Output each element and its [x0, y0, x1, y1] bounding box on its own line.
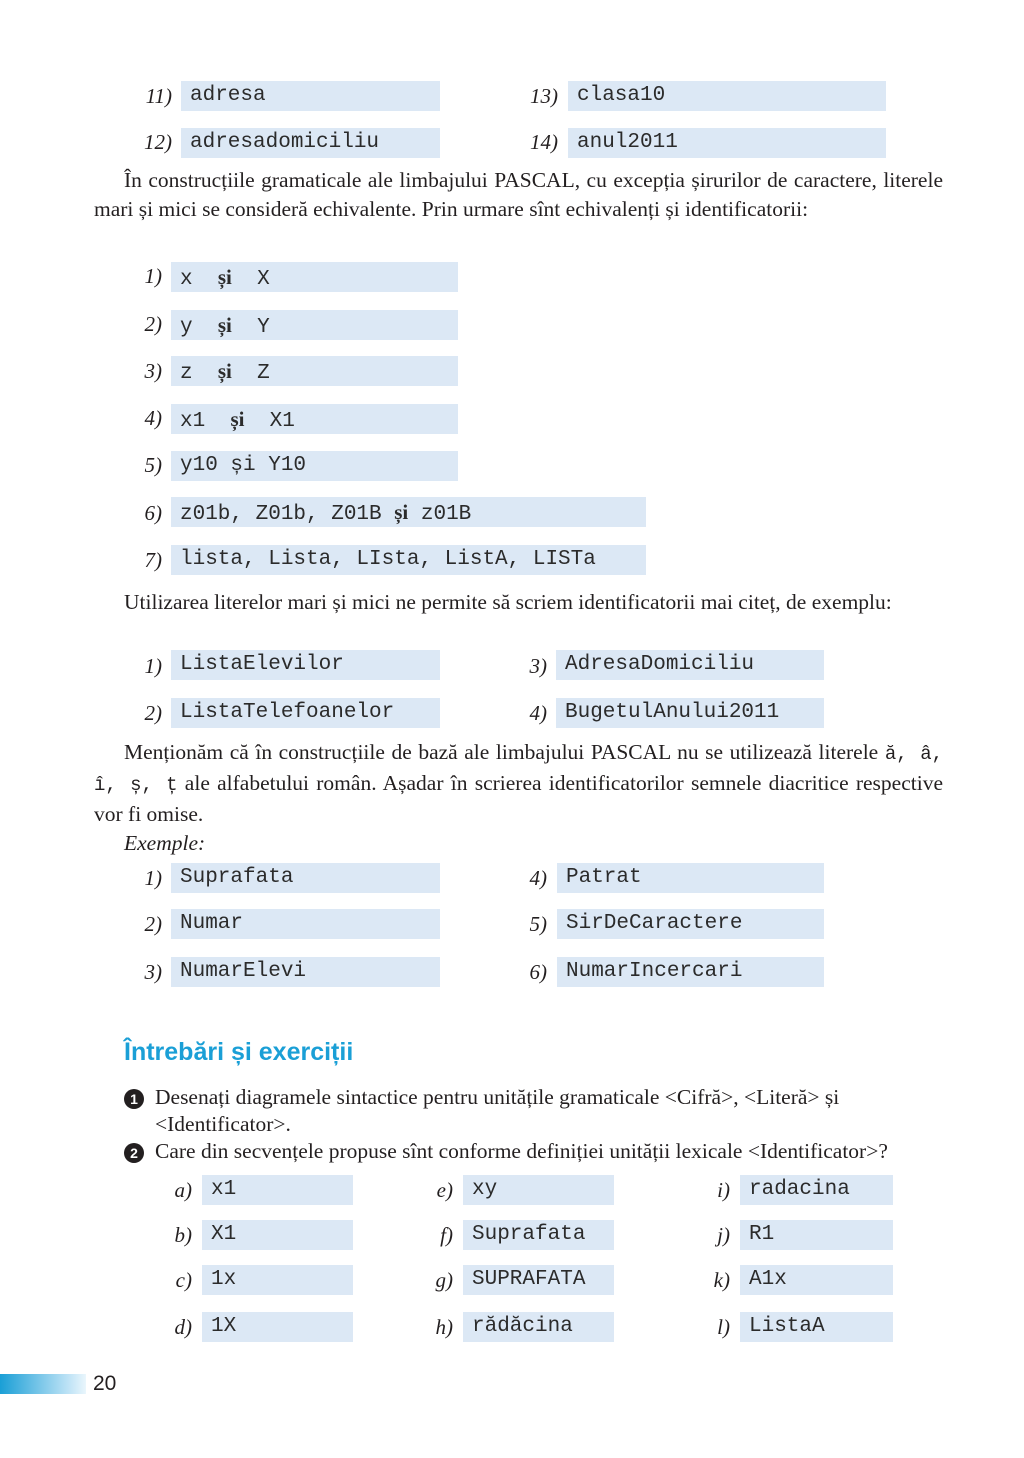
item-number: 6): [144, 501, 162, 525]
option-code: Suprafata: [463, 1220, 614, 1250]
code-box: anul2011: [568, 128, 886, 158]
code-box: adresadomiciliu: [181, 128, 440, 158]
diacritic-letters: ă, â, î, ș, ț: [94, 743, 944, 796]
code-box: x și X: [171, 262, 458, 292]
code-box: Suprafata: [171, 863, 440, 893]
item-number: 12): [144, 130, 172, 154]
item-number: 4): [529, 701, 547, 725]
option-label: l): [717, 1315, 730, 1339]
question-1-text: Desenați diagramele sintactice pentru unitățile gramaticale <Cifră>, <Literă> și <Identificator>.: [155, 1085, 840, 1136]
option-label: b): [174, 1223, 192, 1247]
page-footer-bar: [0, 1374, 86, 1394]
question-2-bullet: 2: [124, 1143, 144, 1163]
option-code: A1x: [740, 1265, 893, 1295]
item-number: 6): [529, 960, 547, 984]
code-box: y10 și Y10: [171, 451, 458, 481]
item-number: 7): [144, 548, 162, 572]
code-box: x1 și X1: [171, 404, 458, 434]
item-number: 3): [529, 654, 547, 678]
item-number: 2): [144, 312, 162, 336]
paragraph-text: În construcțiile gramaticale ale limbajului PASCAL, cu excepția șirurilor de caractere, literele mari și mici se consideră echivalente. Prin urmare sînt echivalenți și identificatorii:: [94, 168, 943, 221]
code-box: adresa: [181, 81, 440, 111]
paragraph-readability: [94, 588, 943, 617]
option-code: 1X: [202, 1312, 353, 1342]
option-code: radacina: [740, 1175, 893, 1205]
option-code: ListaA: [740, 1312, 893, 1342]
option-label: d): [174, 1315, 192, 1339]
item-number: 5): [144, 453, 162, 477]
option-label: g): [435, 1268, 453, 1292]
code-box: z01b, Z01b, Z01B și z01B: [171, 497, 646, 527]
item-number: 3): [144, 960, 162, 984]
item-number: 1): [144, 866, 162, 890]
option-label: f): [440, 1223, 453, 1247]
item-number: 3): [144, 359, 162, 383]
code-box: Patrat: [557, 863, 824, 893]
code-box: lista, Lista, LIsta, ListA, LISTa: [171, 545, 646, 575]
paragraph-text: Menționăm că în construcțiile de bază ale limbajului PASCAL nu se utilizează literele ă, â, î, ș, ț ale alfabetului român. Așadar în scrierea identificatorilor semnele diacritice respective vor fi omise.: [94, 740, 944, 826]
paragraph-case-insensitive: [94, 166, 943, 224]
option-code: 1x: [202, 1265, 353, 1295]
option-label: a): [174, 1178, 192, 1202]
item-number: 2): [144, 701, 162, 725]
item-number: 4): [144, 406, 162, 430]
item-number: 1): [144, 264, 162, 288]
option-code: R1: [740, 1220, 893, 1250]
code-box: y și Y: [171, 310, 458, 340]
item-number: 14): [530, 130, 558, 154]
code-box: ListaTelefoanelor: [171, 698, 440, 728]
option-label: j): [717, 1223, 730, 1247]
option-label: c): [175, 1268, 192, 1292]
option-code: rădăcina: [463, 1312, 614, 1342]
item-number: 11): [145, 84, 172, 108]
item-number: 1): [144, 654, 162, 678]
question-2-text: Care din secvențele propuse sînt conforme definiției unității lexicale <Identificator>?: [155, 1139, 888, 1163]
option-code: xy: [463, 1175, 614, 1205]
item-number: 5): [529, 912, 547, 936]
option-label: e): [436, 1178, 453, 1202]
item-number: 13): [530, 84, 558, 108]
code-box: AdresaDomiciliu: [556, 650, 824, 680]
code-box: BugetulAnului2011: [556, 698, 824, 728]
option-label: k): [713, 1268, 730, 1292]
option-code: x1: [202, 1175, 353, 1205]
option-label: i): [717, 1178, 730, 1202]
code-box: Numar: [171, 909, 440, 939]
paragraph-diacritics: [94, 738, 943, 858]
option-code: X1: [202, 1220, 353, 1250]
code-box: clasa10: [568, 81, 886, 111]
option-label: h): [435, 1315, 453, 1339]
page-number: 20: [93, 1372, 117, 1395]
code-box: NumarIncercari: [557, 957, 824, 987]
option-code: SUPRAFATA: [463, 1265, 614, 1295]
item-number: 2): [144, 912, 162, 936]
paragraph-text: Utilizarea literelor mari și mici ne permite să scriem identificatorii mai citeț, de exemplu:: [124, 590, 892, 614]
code-box: ListaElevilor: [171, 650, 440, 680]
item-number: 4): [529, 866, 547, 890]
question-1-bullet: 1: [124, 1089, 144, 1109]
examples-label: Exemple:: [124, 831, 206, 855]
code-box: SirDeCaractere: [557, 909, 824, 939]
code-box: NumarElevi: [171, 957, 440, 987]
code-box: z și Z: [171, 356, 458, 386]
section-heading: Întrebări și exerciții: [124, 1038, 354, 1066]
